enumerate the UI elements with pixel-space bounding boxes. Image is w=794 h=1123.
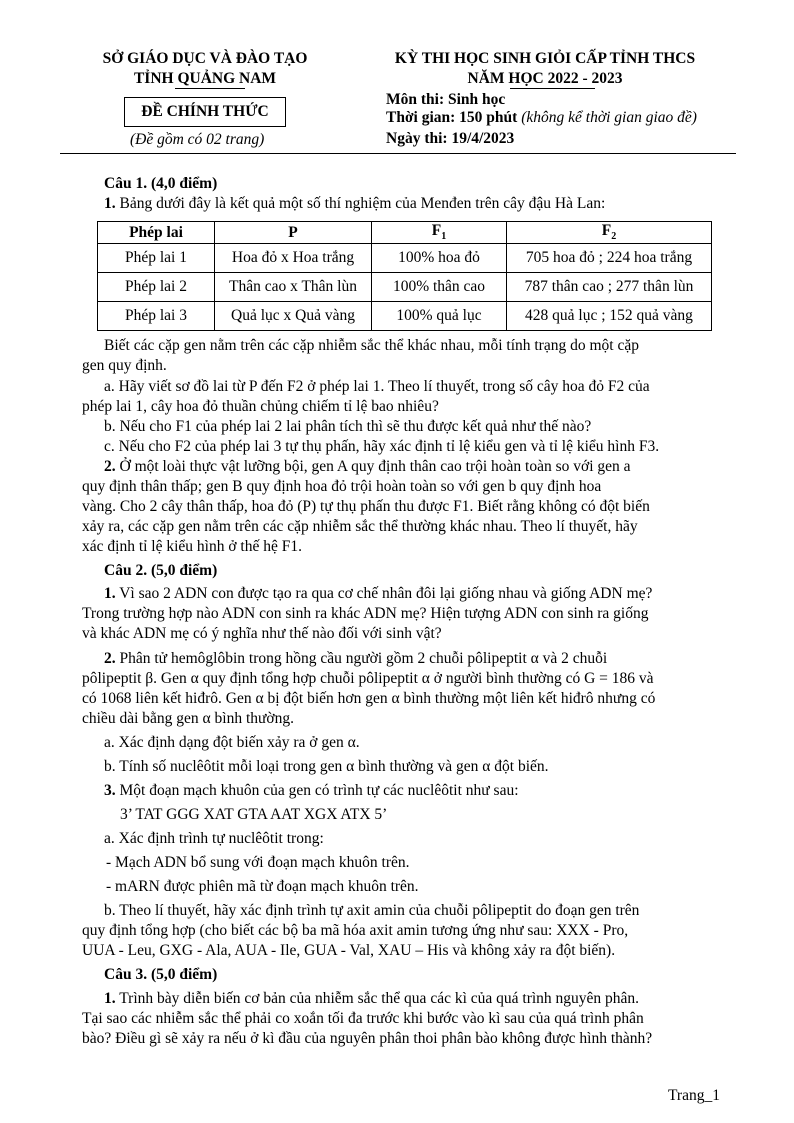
table-header-row <box>98 222 712 244</box>
exam-time-note: (không kể thời gian giao đề) <box>521 109 697 126</box>
page-number: Trang_1 <box>668 1087 720 1104</box>
q1-b: b. Nếu cho F1 của phép lai 2 lai phân tích thì sẽ thu được kết quả như thế nào? <box>104 418 592 435</box>
dna-template-sequence: 3’ TAT GGG XAT GTA AAT XGX ATX 5’ <box>120 806 388 823</box>
table-row <box>98 273 712 302</box>
q2-p2-line2: pôlipeptit β. Gen α quy định tổng hợp chuỗi pôlipeptit α ở người bình thường có G = 186 và <box>82 670 654 687</box>
q2-p2-line1 <box>104 648 749 669</box>
table-row <box>98 244 712 273</box>
q3-p1-text: Trình bày diễn biến cơ bản của nhiễm sắc thể qua các kì của quá trình nguyên phân. <box>119 990 640 1007</box>
header-left-line2: TỈNH QUẢNG NAM <box>133 70 277 87</box>
header-divider <box>60 153 736 154</box>
q1-p2-line3: vàng. Cho 2 cây thân thấp, hoa đỏ (P) tự thụ phấn thu được F1. Biết rằng không có đột biến <box>82 498 650 515</box>
q2-p1-num: 1. <box>104 585 116 602</box>
table-cell: Quả lục x Quả vàng <box>215 302 372 331</box>
q1-p2-line2: quy định thân thấp; gen B quy định hoa đỏ trội hoàn toàn so với gen b quy định hoa <box>82 478 602 495</box>
q1-p2-line5: xác định tỉ lệ kiểu hình ở thế hệ F1. <box>82 538 302 555</box>
table-cell: 787 thân cao ; 277 thân lùn <box>507 273 712 302</box>
header-right-line2: NĂM HỌC 2022 - 2023 <box>467 70 623 87</box>
table-cell: 100% thân cao <box>372 273 507 302</box>
table-header-cell: $F_2$ <box>507 222 712 244</box>
q2-p2-b: b. Tính số nuclêôtit mỗi loại trong gen α bình thường và gen α đột biến. <box>104 758 549 775</box>
q2-p1-line2: Trong trường hợp nào ADN con sinh ra khác ADN mẹ? Hiện tượng ADN con sinh ra giống <box>82 605 649 622</box>
q1-p2-num: 2. <box>104 458 116 475</box>
q2-p2-num: 2. <box>104 650 116 667</box>
q1-intro-line1: Biết các cặp gen nằm trên các cặp nhiễm sắc thể khác nhau, mỗi tính trạng do một cặp <box>104 337 639 354</box>
q1-intro-line2: gen quy định. <box>82 357 167 374</box>
header-underline-right <box>510 88 595 89</box>
exam-time-bold: Thời gian: 150 phút <box>386 109 518 126</box>
official-label-box <box>124 97 286 127</box>
q1-title: Câu 1. (4,0 điểm) <box>104 175 218 192</box>
q2-p2-text: Phân tử hemôglôbin trong hồng cầu người gồm 2 chuỗi pôlipeptit α và 2 chuỗi <box>119 650 608 667</box>
table-header-cell: P <box>215 222 372 244</box>
q1-a-line1: a. Hãy viết sơ đồ lai từ P đến F2 ở phép lai 1. Theo lí thuyết, trong số cây hoa đỏ F2 của <box>104 378 650 395</box>
q2-p3-a2: - mARN được phiên mã từ đoạn mạch khuôn trên. <box>106 878 419 895</box>
table-cell: Thân cao x Thân lùn <box>215 273 372 302</box>
header-underline-left <box>175 88 245 89</box>
table-cell: 100% hoa đỏ <box>372 244 507 273</box>
q1-p1 <box>104 193 749 214</box>
mendel-results-table <box>97 221 712 331</box>
q2-p2-a: a. Xác định dạng đột biến xảy ra ở gen α. <box>104 734 360 751</box>
table-row <box>98 302 712 331</box>
pages-note: (Đề gồm có 02 trang) <box>130 131 265 148</box>
exam-date: Ngày thi: 19/4/2023 <box>386 130 515 147</box>
q2-p2-line4: chiều dài bằng gen α bình thường. <box>82 710 294 727</box>
official-label: ĐỀ CHÍNH THỨC <box>141 103 269 120</box>
q2-p3-b-line2: quy định tổng hợp (cho biết các bộ ba mã hóa axit amin tương ứng như sau: XXX - Pro, <box>82 922 629 939</box>
q2-p3-b-line1: b. Theo lí thuyết, hãy xác định trình tự axit amin của chuỗi pôlipeptit do đoạn gen trên <box>104 902 640 919</box>
q3-p1-num: 1. <box>104 990 116 1007</box>
q2-p1-text: Vì sao 2 ADN con được tạo ra qua cơ chế nhân đôi lại giống nhau và giống ADN mẹ? <box>119 585 653 602</box>
table-cell: Phép lai 1 <box>98 244 215 273</box>
table-cell: 705 hoa đỏ ; 224 hoa trắng <box>507 244 712 273</box>
q1-p1-num: 1. <box>104 195 116 212</box>
q2-p1-line3: và khác ADN mẹ có ý nghĩa như thế nào đối với sinh vật? <box>82 625 442 642</box>
q3-title: Câu 3. (5,0 điểm) <box>104 966 218 983</box>
q2-p1-line1 <box>104 583 749 604</box>
header-right-line1: KỲ THI HỌC SINH GIỎI CẤP TỈNH THCS <box>394 50 696 67</box>
q1-c: c. Nếu cho F2 của phép lai 3 tự thụ phấn, hãy xác định tỉ lệ kiểu gen và tỉ lệ kiểu hình F3. <box>104 438 660 455</box>
q2-p3-b-line3: UUA - Leu, GXG - Ala, AUA - Ile, GUA - Val, XAU – His và không xảy ra đột biến). <box>82 942 616 959</box>
q3-p1-line1 <box>104 988 749 1009</box>
q1-p1-text: Bảng dưới đây là kết quả một số thí nghiệm của Menđen trên cây đậu Hà Lan: <box>119 195 606 212</box>
table-header-cell: Phép lai <box>98 222 215 244</box>
table-cell: Phép lai 3 <box>98 302 215 331</box>
table-cell: 100% quả lục <box>372 302 507 331</box>
q1-p2-text: Ở một loài thực vật lưỡng bội, gen A quy định thân cao trội hoàn toàn so với gen a <box>119 458 631 475</box>
q2-title: Câu 2. (5,0 điểm) <box>104 562 218 579</box>
q2-p3 <box>104 780 749 801</box>
table-cell: Phép lai 2 <box>98 273 215 302</box>
q2-p3-num: 3. <box>104 782 116 799</box>
q2-p3-a: a. Xác định trình tự nuclêôtit trong: <box>104 830 324 847</box>
exam-time <box>386 107 697 128</box>
exam-subject: Môn thi: Sinh học <box>386 91 506 108</box>
q3-p1-line3: bào? Điều gì sẽ xảy ra nếu ở kì đầu của nguyên phân thoi phân bào không được hình thành? <box>82 1030 653 1047</box>
q1-p2-line1 <box>104 456 749 477</box>
q1-p2-line4: xảy ra, các cặp gen nằm trên các cặp nhiễm sắc thể thường khác nhau. Theo lí thuyết, hãy <box>82 518 638 535</box>
q2-p3-a1: - Mạch ADN bổ sung với đoạn mạch khuôn trên. <box>106 854 410 871</box>
q3-p1-line2: Tại sao các nhiễm sắc thể phải co xoắn tối đa trước khi bước vào kì sau của quá trình phân <box>82 1010 644 1027</box>
q2-p3-text: Một đoạn mạch khuôn của gen có trình tự các nuclêôtit như sau: <box>119 782 519 799</box>
table-header-cell: $F_1$ <box>372 222 507 244</box>
table-cell: Hoa đỏ x Hoa trắng <box>215 244 372 273</box>
table-cell: 428 quả lục ; 152 quả vàng <box>507 302 712 331</box>
q1-a-line2: phép lai 1, cây hoa đỏ thuần chủng chiếm tỉ lệ bao nhiêu? <box>82 398 439 415</box>
q2-p2-line3: có 1068 liên kết hiđrô. Gen α bị đột biến hơn gen α bình thường một liên kết hiđrô nhưng có <box>82 690 656 707</box>
header-left-line1: SỞ GIÁO DỤC VÀ ĐÀO TẠO <box>102 50 308 67</box>
